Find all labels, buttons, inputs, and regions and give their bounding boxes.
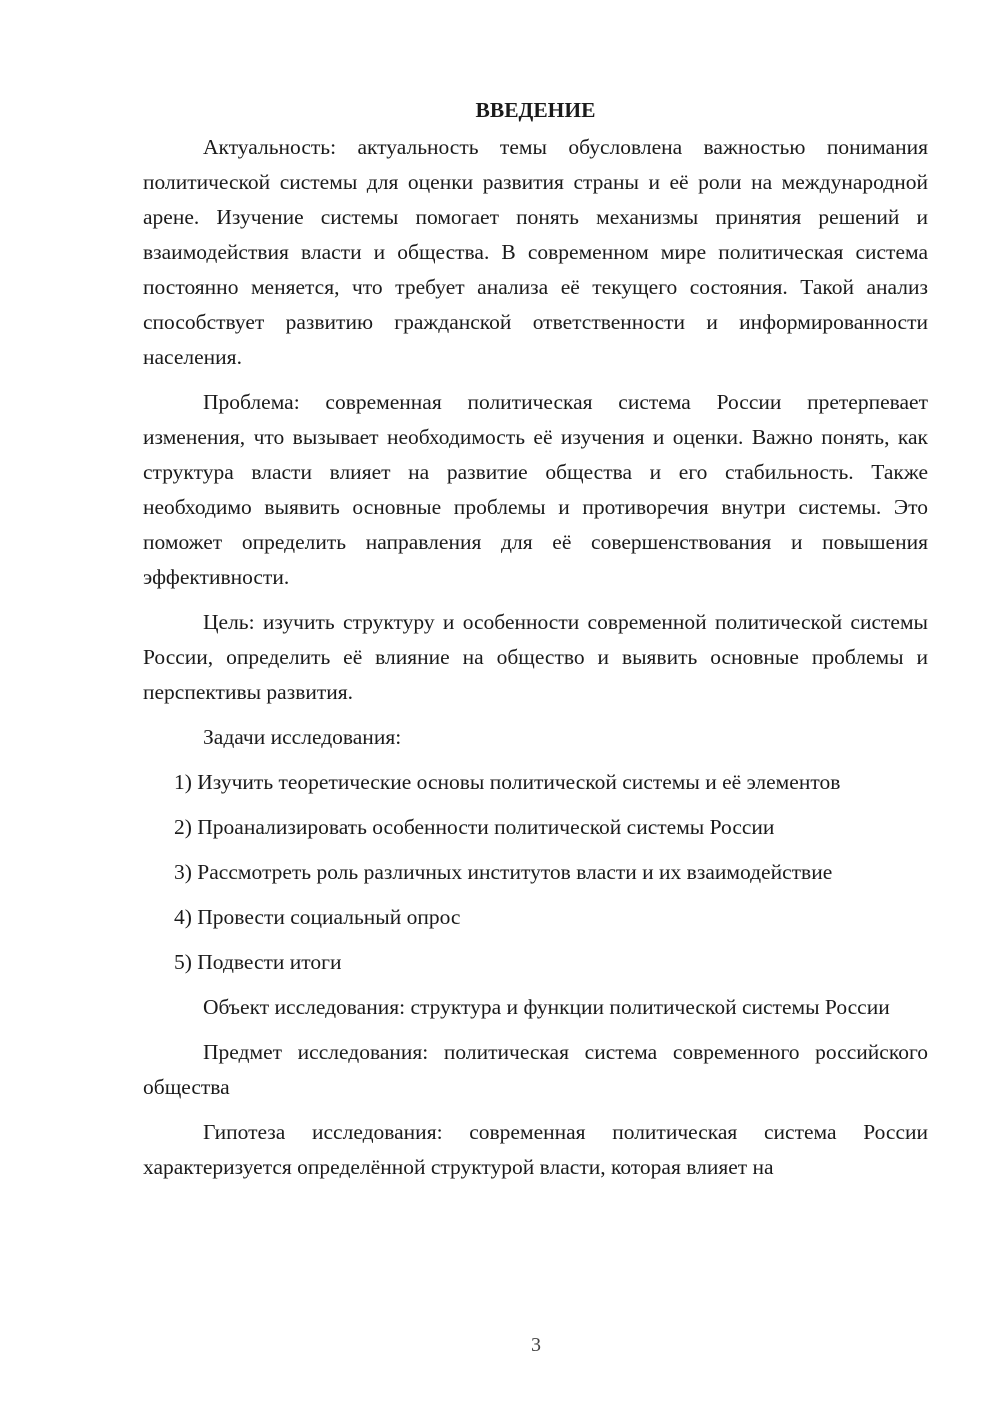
relevance-paragraph: Актуальность: актуальность темы обусловлена важностью понимания политической системы для оценки развития страны и её роли на международной арене. Изучение системы помогает понять механизмы принятия решений и взаимодействия власти и общества. В современном мире политическая система постоянно меняется, что требует анализа её текущего состояния. Такой анализ способствует развитию гражданской ответственности и информированности населения.: [143, 135, 928, 369]
problem-paragraph: Проблема: современная политическая система России претерпевает изменения, что вызывает необходимость её изучения и оценки. Важно понять, как структура власти влияет на развитие общества и его стабильность. Также необходимо выявить основные проблемы и противоречия внутри системы. Это поможет определить направления для её совершенствования и повышения эффективности.: [143, 390, 928, 589]
subject-paragraph: Предмет исследования: политическая система современного российского общества: [143, 1040, 928, 1099]
task-item-5: 5) Подвести итоги: [174, 950, 342, 974]
task-item-1: 1) Изучить теоретические основы политической системы и её элементов: [174, 770, 841, 794]
tasks-heading: Задачи исследования:: [203, 725, 402, 749]
task-item-3: 3) Рассмотреть роль различных институтов власти и их взаимодействие: [174, 860, 833, 884]
section-title: ВВЕДЕНИЕ: [475, 98, 596, 122]
object-paragraph: Объект исследования: структура и функции политической системы России: [203, 995, 890, 1019]
page-number: 3: [531, 1334, 541, 1356]
goal-paragraph: Цель: изучить структуру и особенности современной политической системы России, определить её влияние на общество и выявить основные проблемы и перспективы развития.: [143, 610, 928, 704]
page-content: [143, 93, 928, 1195]
task-item-4: 4) Провести социальный опрос: [174, 905, 461, 929]
hypothesis-paragraph: Гипотеза исследования: современная политическая система России характеризуется определённой структурой власти, которая влияет на: [143, 1120, 928, 1179]
task-item-2: 2) Проанализировать особенности политической системы России: [174, 815, 775, 839]
